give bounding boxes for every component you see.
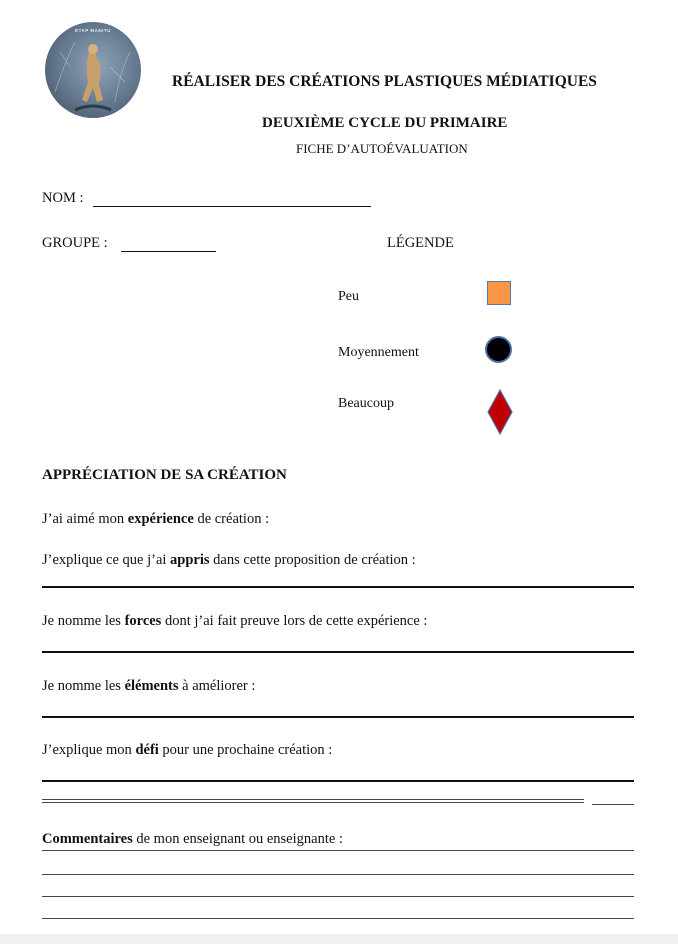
black-circle-icon bbox=[485, 336, 512, 363]
nom-label: NOM : bbox=[42, 190, 84, 206]
question-forces: Je nomme les forces dont j’ai fait preuve lors de cette expérience : bbox=[42, 613, 428, 629]
comment-line-2[interactable] bbox=[42, 874, 634, 875]
legend-label-beaucoup: Beaucoup bbox=[338, 396, 394, 411]
groupe-label: GROUPE : bbox=[42, 235, 108, 251]
orange-square-icon bbox=[487, 281, 511, 305]
page-bottom-edge bbox=[0, 934, 678, 944]
document-subtitle: DEUXIÈME CYCLE DU PRIMAIRE bbox=[262, 115, 508, 131]
form-name: FICHE D’AUTOÉVALUATION bbox=[296, 141, 468, 156]
groupe-field[interactable] bbox=[121, 235, 216, 252]
answer-line-defi-2b bbox=[42, 802, 584, 803]
section-title: APPRÉCIATION DE SA CRÉATION bbox=[42, 467, 287, 483]
question-commentaires: Commentaires de mon enseignant ou enseignante : bbox=[42, 831, 343, 847]
answer-line-appris[interactable] bbox=[42, 586, 634, 588]
answer-line-elements[interactable] bbox=[42, 716, 634, 718]
logo-illustration bbox=[45, 22, 141, 118]
answer-line-defi-end bbox=[592, 804, 634, 805]
comment-line-1[interactable] bbox=[42, 850, 634, 851]
comment-line-4[interactable] bbox=[42, 918, 634, 919]
legend-label-peu: Peu bbox=[338, 289, 359, 304]
question-experience: J’ai aimé mon expérience de création : bbox=[42, 511, 270, 527]
document-title: RÉALISER DES CRÉATIONS PLASTIQUES MÉDIATIQUES bbox=[172, 73, 597, 90]
question-defi: J’explique mon défi pour une prochaine création : bbox=[42, 742, 333, 758]
red-diamond-icon bbox=[486, 388, 514, 436]
comment-line-3[interactable] bbox=[42, 896, 634, 897]
legend-title: LÉGENDE bbox=[387, 235, 454, 251]
question-elements: Je nomme les éléments à améliorer : bbox=[42, 678, 256, 694]
answer-line-defi[interactable] bbox=[42, 780, 634, 782]
answer-line-defi-2[interactable] bbox=[42, 799, 584, 800]
nom-field[interactable] bbox=[93, 190, 371, 207]
legend-label-moyennement: Moyennement bbox=[338, 345, 419, 360]
question-appris: J’explique ce que j’ai appris dans cette proposition de création : bbox=[42, 552, 416, 568]
logo bbox=[45, 22, 141, 118]
logo-text: ÉTAP MANITU bbox=[75, 28, 111, 33]
answer-line-forces[interactable] bbox=[42, 651, 634, 653]
